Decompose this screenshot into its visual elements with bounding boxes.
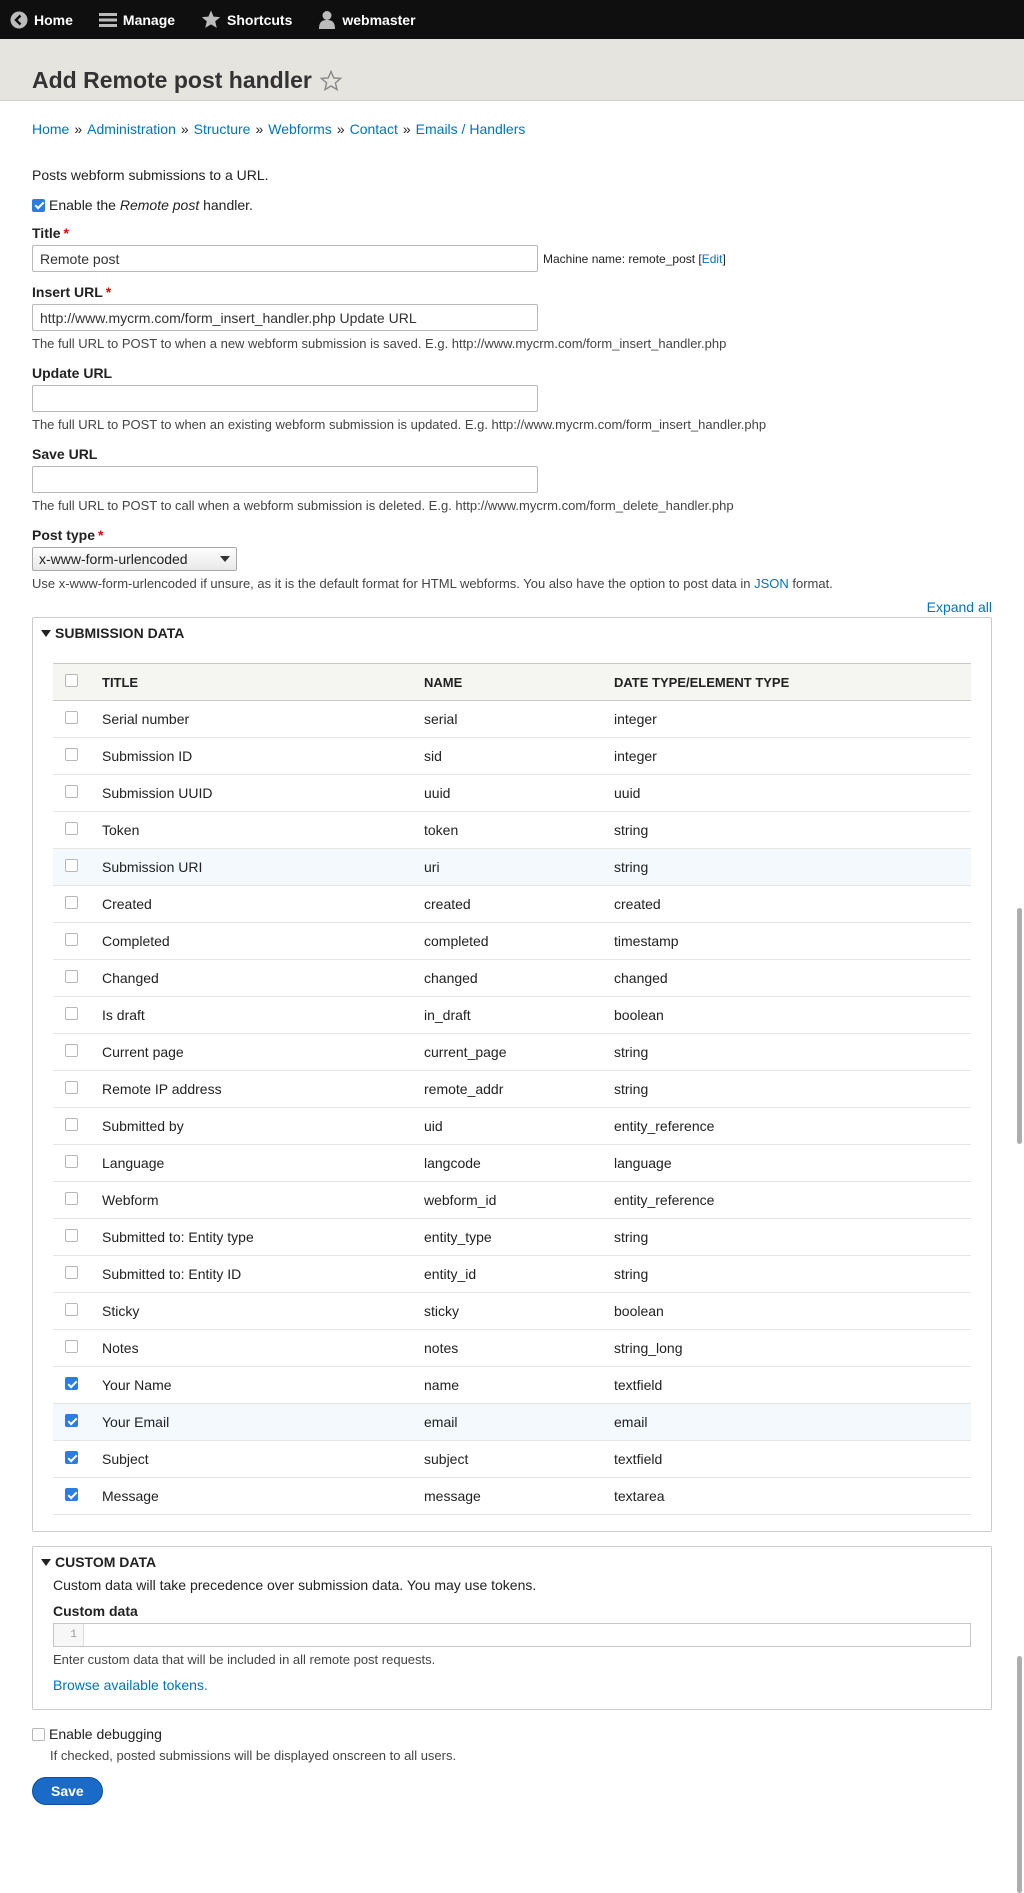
machine-name-text: Machine name: remote_post [ [543, 251, 702, 266]
row-select-checkbox[interactable] [65, 859, 78, 872]
row-type: textfield [613, 1367, 971, 1404]
row-type: string [613, 1219, 971, 1256]
row-type: string_long [613, 1330, 971, 1367]
toolbar-shortcuts[interactable] [201, 10, 292, 29]
save-url-input[interactable] [32, 466, 538, 493]
table-row[interactable] [53, 1108, 971, 1145]
post-type-select[interactable] [32, 547, 237, 571]
row-select-cell [53, 1034, 101, 1071]
custom-data-label: Custom data [53, 1603, 138, 1619]
row-type: integer [613, 701, 971, 738]
scrollbar-thumb[interactable] [1017, 908, 1022, 1144]
required-marker: * [63, 225, 69, 241]
post-type-help [32, 576, 992, 591]
row-select-cell [53, 701, 101, 738]
row-select-checkbox[interactable] [65, 896, 78, 909]
save-url-item [32, 446, 992, 513]
row-name: uri [423, 849, 613, 886]
row-select-checkbox[interactable] [65, 1007, 78, 1020]
enable-handler-checkbox[interactable] [32, 199, 45, 212]
row-type: timestamp [613, 923, 971, 960]
row-type: uuid [613, 775, 971, 812]
row-select-checkbox[interactable] [65, 822, 78, 835]
row-select-checkbox[interactable] [65, 933, 78, 946]
toolbar-home[interactable] [10, 11, 73, 29]
triangle-down-icon [41, 630, 51, 637]
table-row[interactable] [53, 812, 971, 849]
enable-handler-label [49, 197, 253, 213]
breadcrumb-administration[interactable]: Administration [87, 121, 176, 137]
enable-debugging-checkbox[interactable] [32, 1728, 45, 1741]
caret-down-icon [220, 556, 230, 562]
expand-all-link[interactable]: Expand all [926, 599, 992, 615]
title-input[interactable] [32, 245, 538, 272]
row-select-cell [53, 923, 101, 960]
row-title: Serial number [101, 701, 423, 738]
toolbar-home-label: Home [34, 11, 73, 28]
debug-row [32, 1726, 992, 1742]
custom-data-details [32, 1546, 992, 1710]
submission-data-rows [53, 701, 971, 1515]
custom-data-title: CUSTOM DATA [55, 1554, 157, 1570]
breadcrumb [32, 121, 992, 137]
row-name: webform_id [423, 1182, 613, 1219]
update-url-help: The full URL to POST to when an existing webform submission is updated. E.g. http://www.mycrm.com/form_insert_handler.php [32, 417, 767, 432]
machine-name-edit-link[interactable]: Edit [701, 251, 723, 266]
row-select-checkbox[interactable] [65, 1414, 78, 1427]
row-select-checkbox[interactable] [65, 711, 78, 724]
row-select-checkbox[interactable] [65, 1303, 78, 1316]
page-title-wrap [32, 67, 1024, 94]
row-select-cell [53, 1441, 101, 1478]
toolbar-user-label: webmaster [342, 11, 416, 28]
browse-tokens-link[interactable]: Browse available tokens. [53, 1677, 208, 1693]
row-name: entity_type [423, 1219, 613, 1256]
page-header [0, 39, 1024, 101]
submission-data-summary[interactable] [41, 618, 971, 648]
table-row[interactable] [53, 1256, 971, 1293]
title-field-row [32, 245, 992, 272]
title-label [32, 225, 992, 241]
row-title: Changed [101, 960, 423, 997]
required-marker: * [98, 527, 104, 543]
table-row[interactable] [53, 997, 971, 1034]
table-row[interactable] [53, 923, 971, 960]
row-select-checkbox[interactable] [65, 1229, 78, 1242]
row-title: Message [101, 1478, 423, 1515]
row-select-cell [53, 960, 101, 997]
custom-data-description: Custom data will take precedence over submission data. You may use tokens. [53, 1577, 537, 1593]
update-url-label: Update URL [32, 365, 113, 381]
table-row[interactable] [53, 1145, 971, 1182]
save-url-help: The full URL to POST to call when a webform submission is deleted. E.g. http://www.mycrm.com/form_delete_handler.php [32, 498, 734, 513]
admin-toolbar [0, 0, 1024, 39]
debug-help: If checked, posted submissions will be displayed onscreen to all users. [50, 1748, 457, 1763]
row-title: Webform [101, 1182, 423, 1219]
table-header-row [53, 664, 971, 701]
user-icon [318, 10, 336, 29]
table-row[interactable] [53, 701, 971, 738]
row-name: sid [423, 738, 613, 775]
row-name: created [423, 886, 613, 923]
breadcrumb-separator: » [255, 121, 264, 137]
row-type: language [613, 1145, 971, 1182]
toolbar-user[interactable] [318, 10, 415, 29]
row-name: name [423, 1367, 613, 1404]
row-type: boolean [613, 997, 971, 1034]
select-all-cell [53, 664, 101, 701]
table-row[interactable] [53, 1034, 971, 1071]
table-row[interactable] [53, 1330, 971, 1367]
hamburger-icon [99, 12, 117, 28]
row-title: Submitted to: Entity ID [101, 1256, 423, 1293]
row-select-cell [53, 1145, 101, 1182]
table-row[interactable] [53, 1071, 971, 1108]
row-name: entity_id [423, 1256, 613, 1293]
row-type: string [613, 1071, 971, 1108]
row-title: Completed [101, 923, 423, 960]
row-type: entity_reference [613, 1182, 971, 1219]
row-title: Notes [101, 1330, 423, 1367]
star-icon [201, 10, 221, 29]
row-type: string [613, 1256, 971, 1293]
save-url-label: Save URL [32, 446, 98, 462]
row-name: remote_addr [423, 1071, 613, 1108]
row-title: Is draft [101, 997, 423, 1034]
enable-debugging-label: Enable debugging [49, 1726, 162, 1742]
column-type: DATE TYPE/ELEMENT TYPE [613, 664, 971, 701]
toolbar-manage[interactable] [99, 12, 175, 28]
table-row[interactable] [53, 1293, 971, 1330]
post-type-help-text: Use x-www-form-urlencoded if unsure, as it is the default format for HTML webforms. You also have the option to post data in [32, 576, 755, 591]
submission-data-details [32, 617, 992, 1532]
row-name: message [423, 1478, 613, 1515]
row-select-cell [53, 849, 101, 886]
row-type: created [613, 886, 971, 923]
row-select-cell [53, 1404, 101, 1441]
row-select-checkbox[interactable] [65, 1192, 78, 1205]
line-number: 1 [54, 1624, 84, 1646]
table-row[interactable] [53, 849, 971, 886]
row-select-cell [53, 1256, 101, 1293]
row-name: email [423, 1404, 613, 1441]
row-select-checkbox[interactable] [65, 1044, 78, 1057]
main-content [0, 121, 1024, 1805]
row-name: langcode [423, 1145, 613, 1182]
star-outline-icon[interactable] [320, 70, 342, 91]
row-select-cell [53, 1182, 101, 1219]
row-type: entity_reference [613, 1108, 971, 1145]
row-name: completed [423, 923, 613, 960]
row-type: textfield [613, 1441, 971, 1478]
update-url-item [32, 365, 992, 432]
custom-data-editor[interactable] [53, 1623, 971, 1647]
row-name: subject [423, 1441, 613, 1478]
post-type-help-suffix: format. [788, 576, 833, 591]
row-select-cell [53, 738, 101, 775]
breadcrumb-separator: » [336, 121, 345, 137]
machine-name-suffix: ] [722, 251, 726, 266]
required-marker: * [105, 284, 112, 300]
table-row[interactable] [53, 1441, 971, 1478]
row-select-checkbox[interactable] [65, 1118, 78, 1131]
table-row[interactable] [53, 886, 971, 923]
page-title: Add Remote post handler [32, 67, 312, 93]
breadcrumb-emails-handlers[interactable]: Emails / Handlers [415, 121, 526, 137]
breadcrumb-separator: » [402, 121, 411, 137]
back-circle-icon [10, 11, 28, 29]
row-name: current_page [423, 1034, 613, 1071]
insert-url-item [32, 284, 992, 351]
row-name: uid [423, 1108, 613, 1145]
insert-url-help: The full URL to POST to when a new webform submission is saved. E.g. http://www.mycrm.com/form_insert_handler.php [32, 336, 727, 351]
row-title: Your Email [101, 1404, 423, 1441]
table-row[interactable] [53, 1404, 971, 1441]
row-title: Submitted to: Entity type [101, 1219, 423, 1256]
table-row[interactable] [53, 1182, 971, 1219]
triangle-down-icon [41, 1559, 51, 1566]
row-select-checkbox[interactable] [65, 1266, 78, 1279]
row-select-cell [53, 886, 101, 923]
toolbar-manage-label: Manage [122, 11, 176, 28]
breadcrumb-separator: » [74, 121, 83, 137]
row-title: Your Name [101, 1367, 423, 1404]
row-name: token [423, 812, 613, 849]
row-title: Submission ID [101, 738, 423, 775]
row-title: Submission UUID [101, 775, 423, 812]
insert-url-label-text: Insert URL [32, 284, 103, 300]
row-select-cell [53, 1330, 101, 1367]
update-url-input[interactable] [32, 385, 538, 412]
table-row[interactable] [53, 1219, 971, 1256]
row-type: textarea [613, 1478, 971, 1515]
column-title: TITLE [101, 664, 423, 701]
row-title: Subject [101, 1441, 423, 1478]
insert-url-input[interactable] [32, 304, 538, 331]
row-select-checkbox[interactable] [65, 1488, 78, 1501]
breadcrumb-home[interactable]: Home [32, 121, 70, 137]
row-title: Remote IP address [101, 1071, 423, 1108]
save-button[interactable]: Save [32, 1777, 103, 1805]
row-name: serial [423, 701, 613, 738]
scrollbar-thumb-lower[interactable] [1017, 1656, 1022, 1893]
row-select-checkbox[interactable] [65, 748, 78, 761]
table-row[interactable] [53, 960, 971, 997]
column-name: NAME [423, 664, 613, 701]
row-select-checkbox[interactable] [65, 1155, 78, 1168]
submission-data-title: SUBMISSION DATA [55, 625, 185, 641]
table-row[interactable] [53, 738, 971, 775]
row-name: in_draft [423, 997, 613, 1034]
row-select-checkbox[interactable] [65, 785, 78, 798]
row-name: uuid [423, 775, 613, 812]
row-select-cell [53, 1293, 101, 1330]
row-type: string [613, 849, 971, 886]
row-select-cell [53, 1108, 101, 1145]
breadcrumb-webforms[interactable]: Webforms [268, 121, 332, 137]
handler-description: Posts webform submissions to a URL. [32, 167, 269, 183]
table-row[interactable] [53, 1367, 971, 1404]
table-row[interactable] [53, 775, 971, 812]
breadcrumb-contact[interactable]: Contact [349, 121, 398, 137]
row-type: changed [613, 960, 971, 997]
post-type-label [32, 527, 992, 543]
row-type: string [613, 1034, 971, 1071]
row-select-checkbox[interactable] [65, 1451, 78, 1464]
custom-data-help: Enter custom data that will be included in all remote post requests. [53, 1652, 436, 1667]
post-type-selected: x-www-form-urlencoded [39, 551, 188, 567]
row-select-cell [53, 812, 101, 849]
row-select-checkbox[interactable] [65, 970, 78, 983]
row-title: Submission URI [101, 849, 423, 886]
enable-prefix: Enable the [49, 197, 120, 213]
row-select-cell [53, 1219, 101, 1256]
enable-emphasis: Remote post [119, 197, 200, 213]
post-type-label-text: Post type [32, 527, 96, 543]
enable-handler-row [32, 197, 992, 213]
submission-data-table [53, 663, 971, 1515]
enable-suffix: handler. [199, 197, 253, 213]
row-title: Current page [101, 1034, 423, 1071]
row-select-checkbox[interactable] [65, 1081, 78, 1094]
row-title: Sticky [101, 1293, 423, 1330]
row-select-checkbox[interactable] [65, 1377, 78, 1390]
insert-url-label [32, 284, 992, 300]
table-row[interactable] [53, 1478, 971, 1515]
row-title: Submitted by [101, 1108, 423, 1145]
post-type-item [32, 527, 992, 591]
toolbar-shortcuts-label: Shortcuts [227, 11, 293, 28]
row-type: string [613, 812, 971, 849]
expand-all-row [32, 599, 992, 615]
title-field-item [32, 225, 992, 272]
custom-data-summary[interactable] [41, 1547, 971, 1577]
row-select-cell [53, 997, 101, 1034]
breadcrumb-structure[interactable]: Structure [193, 121, 251, 137]
machine-name [543, 252, 726, 266]
title-label-text: Title [32, 225, 61, 241]
row-title: Language [101, 1145, 423, 1182]
row-type: integer [613, 738, 971, 775]
row-select-cell [53, 1071, 101, 1108]
row-name: sticky [423, 1293, 613, 1330]
row-select-cell [53, 1367, 101, 1404]
select-all-checkbox[interactable] [65, 674, 78, 687]
row-select-cell [53, 1478, 101, 1515]
json-link[interactable]: JSON [754, 576, 789, 591]
row-title: Token [101, 812, 423, 849]
row-select-cell [53, 775, 101, 812]
row-select-checkbox[interactable] [65, 1340, 78, 1353]
breadcrumb-separator: » [180, 121, 189, 137]
row-type: email [613, 1404, 971, 1441]
code-area[interactable] [84, 1624, 970, 1646]
row-type: boolean [613, 1293, 971, 1330]
row-name: notes [423, 1330, 613, 1367]
row-name: changed [423, 960, 613, 997]
row-title: Created [101, 886, 423, 923]
